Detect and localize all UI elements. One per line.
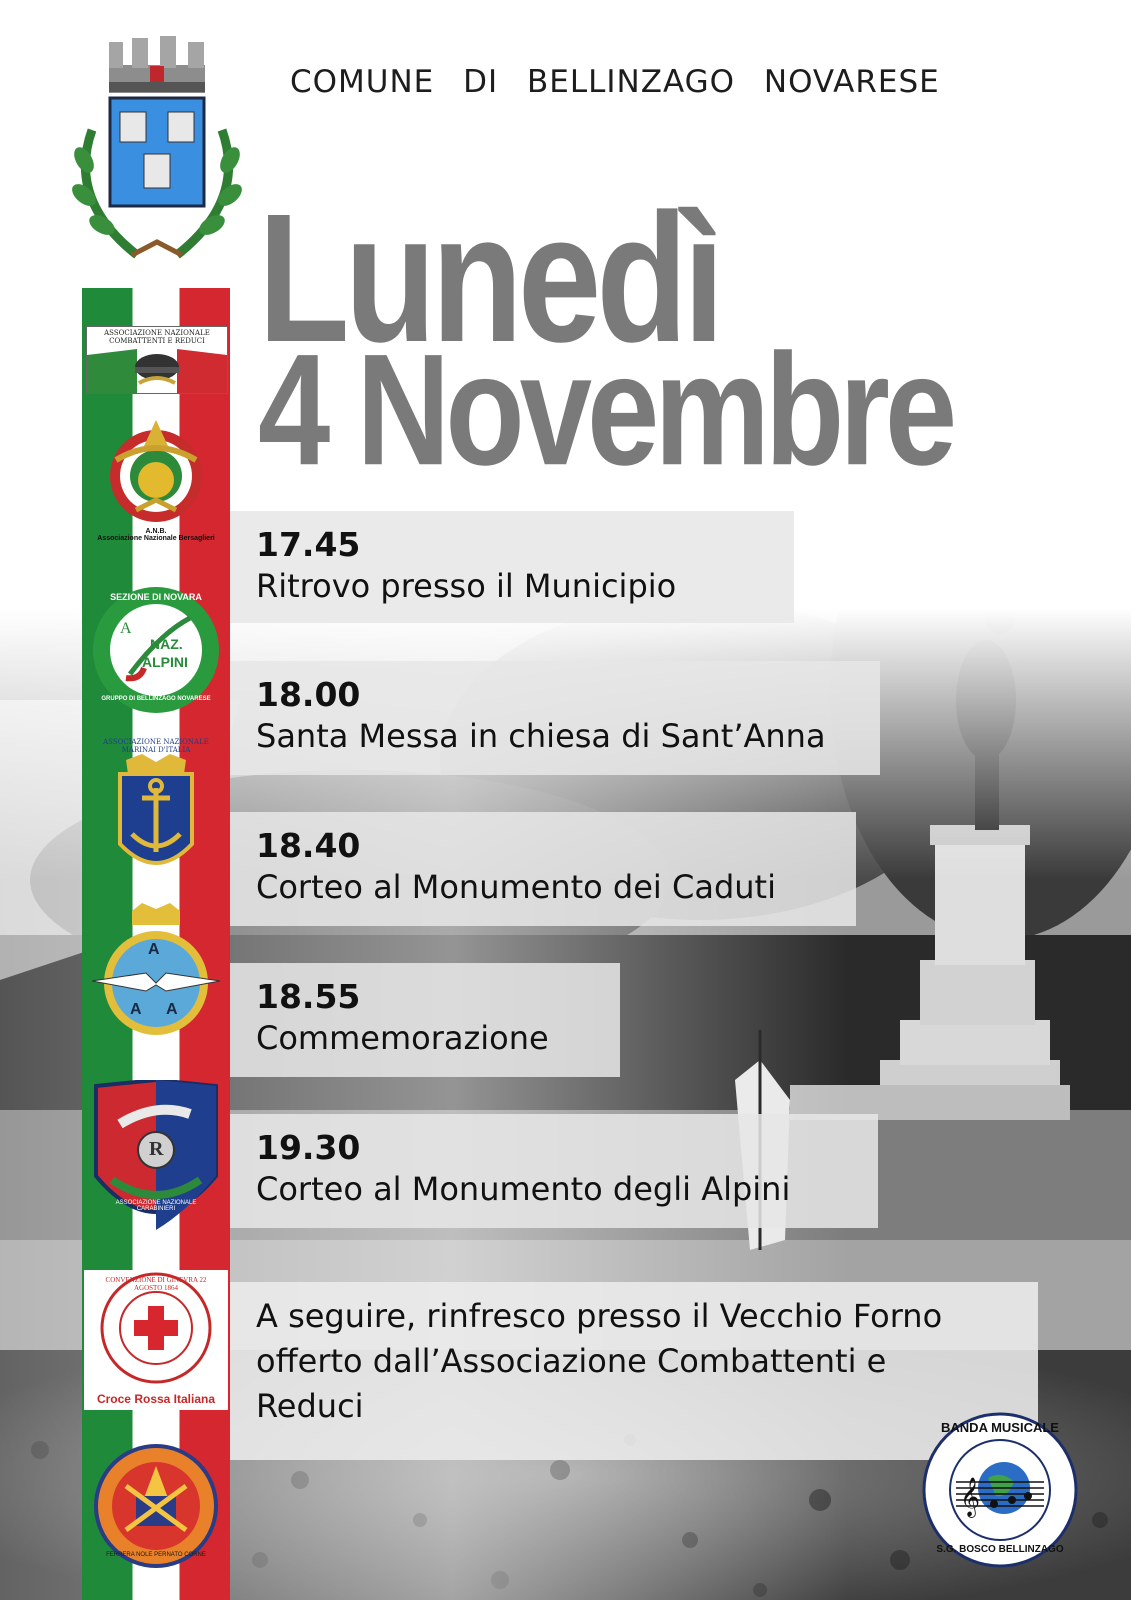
schedule-time: 18.00 (256, 675, 361, 714)
combattenti-reduci-badge (86, 326, 228, 394)
marinai-badge (86, 738, 226, 888)
schedule-description: Commemorazione (256, 1019, 549, 1057)
alpini-badge (90, 584, 222, 716)
aeronautica-badge (86, 903, 226, 1048)
carabinieri-label: ASSOCIAZIONE NAZIONALE CARABINIERI (115, 1200, 197, 1212)
treble-clef-icon: 𝄞 (960, 1477, 981, 1517)
schedule-time: 18.55 (256, 977, 361, 1016)
carabinieri-badge (90, 1080, 222, 1240)
marinai-label: ASSOCIAZIONE NAZIONALE MARINAI D'ITALIA (103, 738, 209, 754)
aeronautica-icon (86, 903, 226, 1043)
helmet-flag-icon (87, 345, 227, 393)
tricolor-stripe (82, 288, 230, 1600)
schedule-time: 17.45 (256, 525, 361, 564)
croce-rossa-badge (84, 1270, 228, 1410)
aeronautica-letter-left: A (130, 1001, 142, 1018)
closing-line: offerto dall’Associazione Combattenti e (256, 1342, 887, 1380)
alpini-letter-a: A (120, 620, 132, 637)
bersaglieri-badge (86, 416, 226, 546)
schedule-time: 18.40 (256, 826, 361, 865)
combattenti-label: ASSOCIAZIONE NAZIONALE COMBATTENTI E REDUCI (104, 329, 210, 345)
alpini-naz-label: NAZ. (150, 636, 183, 652)
schedule-time: 19.30 (256, 1128, 361, 1167)
schedule-description: Corteo al Monumento dei Caduti (256, 868, 776, 906)
schedule-description: Corteo al Monumento degli Alpini (256, 1170, 791, 1208)
aeronautica-letter-right: A (166, 1001, 178, 1018)
aeronautica-letter-top: A (148, 941, 160, 958)
schedule-description: Santa Messa in chiesa di Sant’Anna (256, 717, 826, 755)
day-title: Lunedì (258, 175, 720, 380)
carabinieri-letter: R (149, 1138, 164, 1160)
schedule-item (230, 963, 620, 1077)
band-bottom-label: S.G. BOSCO BELLINZAGO (936, 1544, 1064, 1555)
schedule-description: Ritrovo presso il Municipio (256, 567, 677, 605)
anchor-shield-icon (86, 754, 226, 882)
schedule-item (230, 812, 856, 926)
schedule-item (230, 1114, 878, 1228)
bersaglieri-abbr: A.N.B. (145, 528, 167, 535)
municipality-title: COMUNE DI BELLINZAGO NOVARESE (290, 64, 940, 100)
croce-rossa-ring-label: CONVENZIONE DI GINEVRA 22 AGOSTO 1864 (105, 1276, 207, 1292)
alpini-alpini-label: ALPINI (142, 654, 188, 670)
closing-line: Reduci (256, 1387, 364, 1425)
closing-note (230, 1282, 1038, 1460)
band-top-label: BANDA MUSICALE (941, 1420, 1059, 1435)
croce-rossa-label: Croce Rossa Italiana (96, 1392, 216, 1406)
vigili-fuoco-label: FERRERA NOLE PERNATO CORNE (106, 1552, 206, 1558)
schedule-item (230, 661, 880, 775)
alpini-top-label: SEZIONE DI NOVARA (110, 592, 202, 602)
alpini-bottom-label: GRUPPO DI BELLINZAGO NOVARESE (101, 696, 211, 702)
closing-text (256, 1294, 1018, 1429)
bersaglieri-label: Associazione Nazionale Bersaglieri (97, 535, 215, 542)
closing-line: A seguire, rinfresco presso il Vecchio Forno (256, 1297, 943, 1335)
band-logo (922, 1412, 1078, 1568)
schedule-item (230, 511, 794, 623)
bersaglieri-icon (86, 416, 226, 524)
coat-of-arms-icon (62, 30, 252, 275)
date-title: 4 Novembre (258, 320, 953, 499)
vigili-fuoco-badge (92, 1436, 220, 1576)
